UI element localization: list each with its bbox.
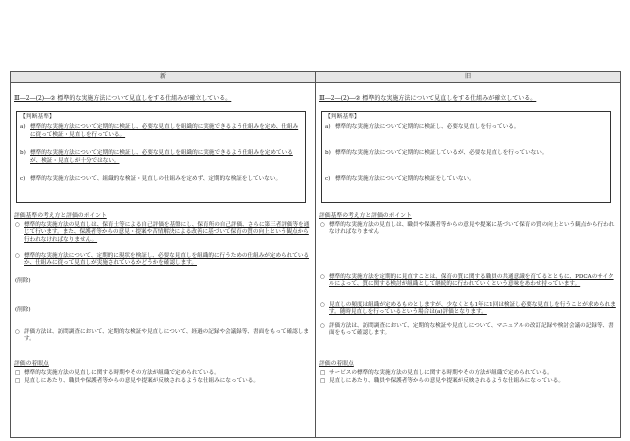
criteria-text: 標準的な実施方法について定期的に検証し、必要な見直しを行っている。: [335, 124, 520, 130]
comparison-page: [10, 71, 620, 437]
old-focus-title: 評価の着眼点: [319, 361, 354, 367]
old-criteria-title: 【判断基準】: [325, 114, 360, 120]
new-criteria-box: [16, 111, 306, 203]
old-point: [319, 274, 617, 289]
new-focus-item: [14, 378, 312, 385]
comparison-table: [10, 71, 621, 438]
new-focus-title: 評価の着眼点: [14, 361, 49, 367]
old-focus-item: [319, 378, 617, 385]
old-criteria-b: [325, 150, 607, 158]
new-criteria-c: [20, 176, 302, 184]
old-criteria-c: [325, 176, 607, 184]
focus-text: サービスの標準的な実施方法の見直しに関する時期やその方法が組織で定められている。: [329, 370, 553, 376]
old-column-header: 旧: [316, 72, 621, 83]
checkbox-mark: □: [15, 370, 21, 376]
old-criteria-a: [325, 124, 607, 132]
old-point: [319, 222, 617, 237]
criteria-mark: c): [325, 176, 331, 182]
new-points-title: 評価基準の考え方と評価のポイント: [14, 213, 107, 219]
old-point: [319, 323, 617, 338]
point-text: 標準的な実施方法の見直しは、保育士等による自己評価を基盤にし、保育所の自己評価、さらに第三者評価等を通じて行います。また、保護者等からの意見・提案や苦情解決による改善に基づいて保育の質の向上という観点から行われなければなりません。: [24, 222, 310, 243]
criteria-text: 標準的な実施方法について定期的に検証しているが、必要な見直しを行っていない。: [335, 150, 548, 156]
criteria-mark: a): [325, 124, 331, 130]
bullet-mark: ○: [320, 323, 325, 329]
focus-text: 標準的な実施方法の見直しに関する時期やその方法が組織で定められている。: [24, 370, 220, 376]
new-deleted-note: (削除): [15, 278, 31, 284]
point-text: 評価方法は、訪問調査において、定期的な検証や見直しについて、マニュアルの改訂記録や検討会議の記録等、書面をもって確認します。: [329, 323, 614, 337]
old-focus-item: [319, 370, 617, 377]
criteria-text: 標準的な実施方法について定期的に検証し、必要な見直しを組織的に実施できるよう仕組みを定め、仕組みに従って検証・見直しを行っている。: [30, 124, 299, 138]
new-point: [14, 253, 312, 268]
point-text: 標準的な実施方法の見直しは、職員や保護者等からの意見や提案に基づいて保育の質の向上という観点から行われなければなりません: [329, 222, 615, 236]
point-text: 見直しの頻度は組織が定めるものとしますが、少なくとも1年に1回は検証し必要な見直しを行うことが求められます。随時見直しを行っているという場合は(a)評価となります。: [329, 302, 616, 316]
new-focus-item: [14, 370, 312, 377]
old-column: [316, 83, 621, 438]
checkbox-mark: □: [320, 370, 326, 376]
bullet-mark: ○: [15, 222, 20, 228]
new-column: [11, 83, 316, 438]
criteria-text: 標準的な実施方法について定期的な検証をしていない。: [335, 176, 475, 182]
new-method: [14, 329, 312, 344]
criteria-mark: a): [20, 124, 26, 130]
criteria-text: 標準的な実施方法について定期的に検証し、必要な見直しを組織的に実施できるよう仕組みを定めているが、検証・見直しが十分ではない。: [30, 150, 293, 164]
old-point: [319, 302, 617, 317]
new-criteria-title: 【判断基準】: [20, 114, 55, 120]
bullet-mark: ○: [15, 329, 20, 335]
criteria-mark: b): [20, 150, 26, 156]
new-point: [14, 222, 312, 244]
bullet-mark: ○: [320, 274, 325, 280]
point-text: 標準的な実施方法について、定期的に現状を検証し、必要な見直しを組織的に行うための仕組みが定められているか、仕組みに従って見直しが実施されているかどうかを確認します。: [24, 253, 310, 267]
point-text: 標準的な実施方法を定期的に見直すことは、保育の質に関する職員の共通意識を育てるとともに、PDCAのサイクルによって、質に関する検討が組織として継続的に行われていくという意味をあわせ持っています。: [329, 274, 614, 288]
method-text: 評価方法は、訪問調査において、定期的な検証や見直しについて、経過の記録や会議録等、書面をもって確認します。: [24, 329, 309, 343]
bullet-mark: ○: [320, 302, 325, 308]
new-criteria-a: [20, 124, 302, 139]
old-criteria-box: [321, 111, 611, 203]
old-heading: Ⅲ―2―(2)―② 標準的な実施方法について見直しをする仕組みが確立している。: [319, 95, 537, 102]
new-column-header: 新: [11, 72, 316, 83]
focus-text: 見直しにあたり、職員や保護者等からの意見や提案が反映されるような仕組みになっている。: [24, 378, 259, 384]
bullet-mark: ○: [320, 222, 325, 228]
criteria-mark: b): [325, 150, 331, 156]
bullet-mark: ○: [15, 253, 20, 259]
checkbox-mark: □: [320, 378, 326, 384]
new-criteria-b: [20, 150, 302, 165]
new-deleted-note: (削除): [15, 307, 31, 313]
focus-text: 見直しにあたり、職員や保護者等からの意見や提案が反映されるような仕組みになっている。: [329, 378, 564, 384]
criteria-mark: c): [20, 176, 26, 182]
old-points-title: 評価基準の考え方と評価のポイント: [319, 213, 412, 219]
criteria-text: 標準的な実施方法について、組織的な検証・見直しの仕組みを定めず、定期的な検証をしていない。: [30, 176, 282, 182]
new-heading: Ⅲ―2―(2)―② 標準的な実施方法について見直しをする仕組みが確立している。: [14, 95, 232, 102]
checkbox-mark: □: [15, 378, 21, 384]
